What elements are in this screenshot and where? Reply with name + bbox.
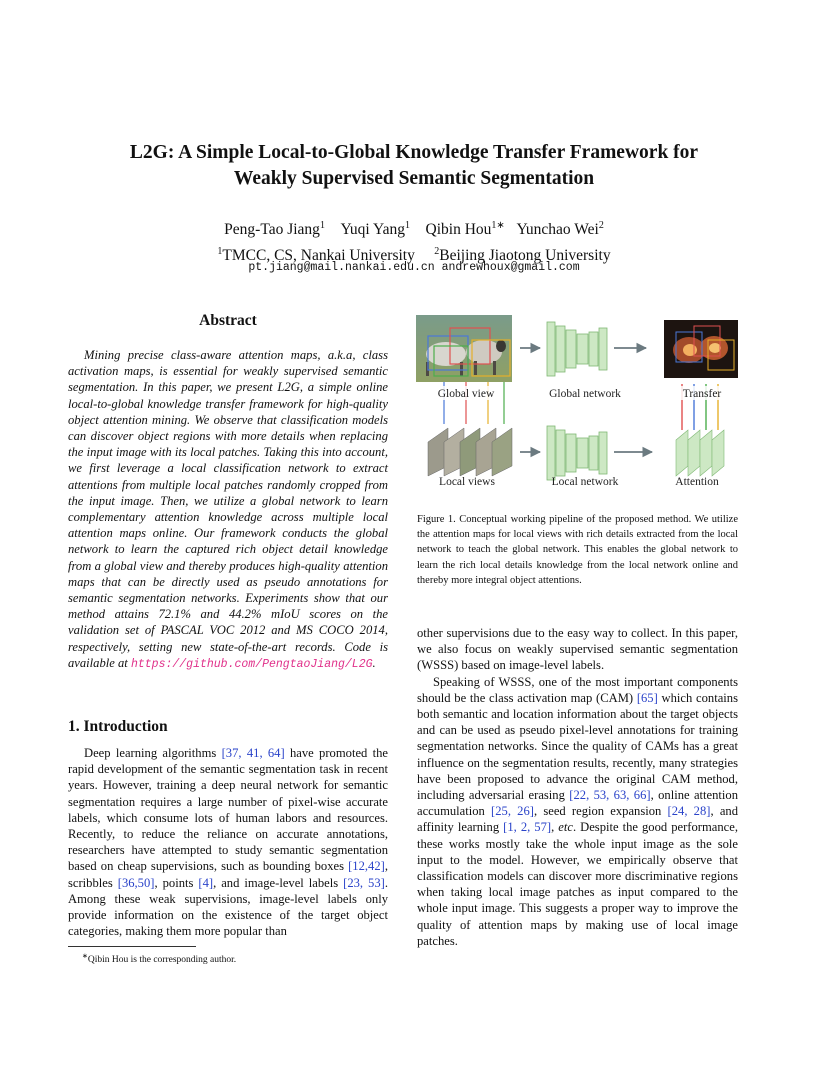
- affil-mark: 2: [434, 246, 440, 258]
- affiliation: Beijing Jiaotong University: [439, 247, 611, 265]
- right-text: , seed region expansion: [533, 804, 668, 819]
- label-transfer: Transfer: [682, 388, 722, 400]
- citation-link[interactable]: [25, 26]: [491, 804, 534, 819]
- right-text: which contains both semantic and location information about the target objects and can be used as pseudo pixel-level annotations for training segmentation networks. Since the quality of CAMs has a great influence on the segmentation results, recently, many strategies have been proposed to advance the original CAM method, including adversarial erasing: [417, 690, 738, 803]
- citation-link[interactable]: [36,50]: [117, 875, 155, 890]
- author-name: Yunchao Wei: [516, 221, 599, 239]
- intro-text: have promoted the rapid development of the semantic segmentation task in recent years. However, training a deep neural network for semantic segmentation requires a large number of pixel-wise accurate labels, which consume lots of human labors and resources. Recently, to reduce the reliance on accurate annotations, researchers have attempted to study semantic segmentation based on cheap supervisions, such as bounding boxes: [68, 746, 389, 874]
- author-list: [0, 215, 828, 241]
- affiliation: TMCC, CS, Nankai University: [222, 247, 415, 265]
- abstract-heading: Abstract: [199, 312, 257, 329]
- intro-text: , and image-level labels: [213, 875, 344, 890]
- author-name: Yuqi Yang: [340, 221, 406, 239]
- label-global-network: Global network: [549, 388, 621, 400]
- citation-link[interactable]: [1, 2, 57]: [503, 820, 552, 835]
- right-paragraph: other supervisions due to the easy way to collect. In this paper, we also focus on weakly supervised semantic segmentation (WSSS) based on image-level labels.: [417, 626, 738, 673]
- right-text: , online attention accumulation: [417, 788, 739, 819]
- footnote-rule: [68, 946, 196, 947]
- intro-text: , points: [154, 875, 199, 890]
- footnote-text: Qibin Hou is the corresponding author.: [87, 955, 237, 966]
- citation-link[interactable]: [65]: [636, 690, 658, 705]
- citation-link[interactable]: [12,42]: [348, 859, 385, 874]
- right-text: . Despite the good performance, these works mostly take the whole input image as the sole input to the model. However, we empirically observe that classification models can discover more discriminative regions when taking local image patches as input compared to the whole input image. This suggests a proper way to improve the quality of attention maps by making use of local image patches.: [417, 820, 738, 948]
- author-name: Peng-Tao Jiang: [224, 221, 320, 239]
- footnote: [82, 952, 236, 965]
- author-name: Qibin Hou: [425, 221, 492, 239]
- citation-link[interactable]: [37, 41, 64]: [221, 746, 285, 760]
- section-heading-introduction: 1. Introduction: [68, 718, 168, 735]
- figure-1-pipeline: [414, 310, 744, 500]
- citation-link[interactable]: [23, 53]: [343, 875, 385, 890]
- footnote-mark: ∗: [82, 952, 88, 960]
- title-line-2: Weakly Supervised Semantic Segmentation: [233, 168, 595, 189]
- paper-title: [0, 140, 828, 192]
- local-network-blocks: [547, 426, 607, 480]
- figure-1-caption: Figure 1. Conceptual working pipeline of the proposed method. We utilize the attention maps for local views with rich details extracted from the local network to teach the global network. This enables the global network to learn the rich local details knowledge from the local network online and thereby more integral object attentions.: [417, 514, 738, 586]
- intro-paragraph: [68, 745, 388, 939]
- citation-link[interactable]: [22, 53, 63, 66]: [569, 788, 651, 803]
- author-affil-mark: 1: [405, 220, 411, 231]
- right-column-body: [417, 625, 738, 949]
- right-text: , and affinity learning: [417, 804, 739, 835]
- citation-link[interactable]: [24, 28]: [667, 804, 711, 819]
- code-link[interactable]: https://github.com/PengtaoJiang/L2G: [130, 657, 373, 671]
- author-block: [0, 215, 828, 267]
- label-local-views: Local views: [439, 476, 495, 488]
- abstract-body: [68, 347, 388, 673]
- right-paragraph: [417, 674, 738, 949]
- local-views-stack: [428, 428, 512, 476]
- label-local-network: Local network: [551, 476, 619, 488]
- affil-mark: 1: [217, 246, 223, 258]
- right-text: Speaking of WSSS, one of the most important components should be the class activation map (CAM): [417, 674, 738, 705]
- right-text-italic: etc: [558, 820, 573, 835]
- local-attention-stack: [676, 430, 724, 476]
- global-view-image: [416, 315, 512, 382]
- citation-link[interactable]: [4]: [198, 875, 214, 890]
- right-text: ,: [551, 820, 559, 835]
- intro-text: . Among these weak supervisions, image-level labels only provide information on the existence of the target object categories, making them more popular than: [68, 875, 388, 939]
- title-line-1: L2G: A Simple Local-to-Global Knowledge Transfer Framework for: [129, 142, 699, 163]
- author-affil-mark: 1∗: [491, 220, 505, 231]
- global-network-blocks: [547, 322, 607, 376]
- abstract-end: .: [372, 655, 376, 670]
- author-emails: pt.jiang@mail.nankai.edu.cn andrewhoux@gmail.com: [248, 261, 580, 274]
- intro-text: Deep learning algorithms: [84, 746, 222, 760]
- global-attention-map: [664, 320, 738, 378]
- author-affil-mark: 1: [319, 220, 325, 231]
- abstract-text: Mining precise class-aware attention maps, a.k.a, class activation maps, is essential for weakly supervised semantic segmentation. In this paper, we present L2G, a simple online local-to-global knowledge transfer framework for high-quality object attention mining. We observe that classification models can discover object regions with more details when replacing the input image with its local patches. Taking this into account, we first leverage a local classification network to extract attentions from multiple local patches randomly cropped from the input image. Then, we utilize a global network to learn complementary attention knowledge across multiple local attention maps online. Our framework conducts the global network to learn the captured rich object detail knowledge from a global view and thereby produces high-quality attention maps that can be directly used as pseudo annotations for semantic segmentation networks. Experiments show that our method attains 72.1% and 44.2% mIoU scores on the validation set of PASCAL VOC 2012 and MS COCO 2014, respectively, setting new state-of-the-art records. Code is available at: [68, 348, 388, 670]
- author-affil-mark: 2: [598, 220, 604, 231]
- intro-text: , scribbles: [68, 859, 388, 890]
- label-global-view: Global view: [437, 388, 495, 400]
- label-attention: Attention: [675, 476, 719, 488]
